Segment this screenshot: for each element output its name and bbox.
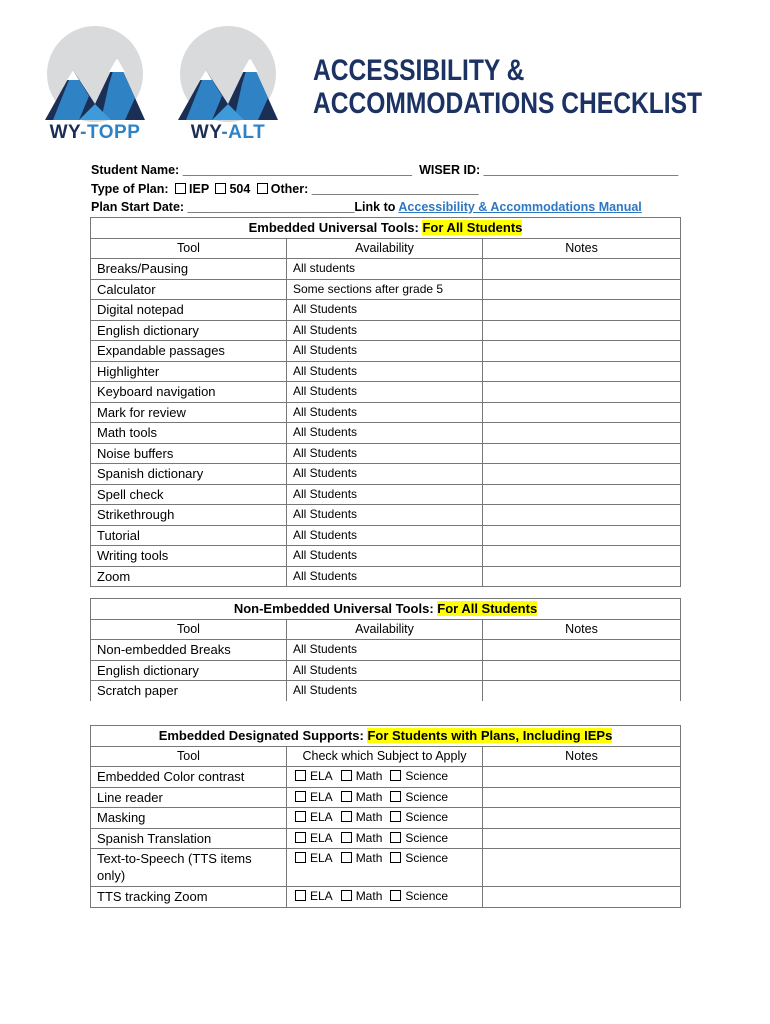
tool-cell: Noise buffers [91,443,287,464]
tool-cell: Scratch paper [91,681,287,701]
column-header-availability: Availability [287,238,483,259]
title-line-2: ACCOMMODATIONS CHECKLIST [313,87,703,120]
notes-cell[interactable] [483,382,681,403]
notes-cell[interactable] [483,443,681,464]
plan-start-label: Plan Start Date: [91,200,188,214]
subject-label: Science [405,830,449,845]
tool-cell: TTS tracking Zoom [91,887,287,908]
table-row [91,849,681,887]
science-checkbox[interactable] [390,852,401,863]
ela-checkbox[interactable] [295,852,306,863]
tool-cell: Math tools [91,423,287,444]
student-name-field[interactable]: _________________________________ [182,163,413,177]
tool-cell: Non-embedded Breaks [91,640,287,661]
subject-label: Science [405,851,449,865]
ela-checkbox[interactable] [295,770,306,781]
plan-start-line [91,200,642,214]
notes-cell[interactable] [483,828,681,849]
notes-cell[interactable] [483,505,681,526]
tool-cell: Line reader [91,787,287,808]
ela-checkbox[interactable] [295,890,306,901]
subject-checks-cell [287,828,483,849]
science-checkbox[interactable] [390,832,401,843]
wiser-id-label: WISER ID: [419,163,484,177]
embedded-designated-supports-table [90,725,681,908]
tool-cell: Embedded Color contrast [91,767,287,788]
subject-label: Science [405,789,449,804]
table-row [91,402,681,423]
column-header-notes: Notes [483,746,681,767]
column-header-tool: Tool [91,619,287,640]
math-checkbox[interactable] [341,770,352,781]
wy-alt-wordmark: WY-ALT [190,122,266,143]
table-row [91,767,681,788]
notes-cell[interactable] [483,361,681,382]
504-label: 504 [229,182,251,196]
availability-cell: Some sections after grade 5 [287,279,483,300]
tool-cell: Spell check [91,484,287,505]
table-row [91,484,681,505]
ela-checkbox[interactable] [295,811,306,822]
science-checkbox[interactable] [390,811,401,822]
column-header-tool: Tool [91,746,287,767]
link-prefix: Link to [354,200,399,214]
mountain-logo-icon [172,22,284,122]
availability-cell: All Students [287,423,483,444]
notes-cell[interactable] [483,849,681,887]
table-title: Embedded Universal Tools: For All Students [91,218,681,239]
notes-cell[interactable] [483,566,681,587]
notes-cell[interactable] [483,681,681,701]
availability-cell: All Students [287,525,483,546]
table-row [91,300,681,321]
504-checkbox[interactable] [215,183,226,194]
notes-cell[interactable] [483,300,681,321]
manual-link[interactable]: Accessibility & Accommodations Manual [398,200,642,214]
notes-cell[interactable] [483,887,681,908]
notes-cell[interactable] [483,484,681,505]
plan-start-field[interactable]: ________________________ [187,200,355,214]
title-line-1: ACCESSIBILITY & [313,54,525,87]
column-header-check-subject: Check which Subject to Apply [287,746,483,767]
iep-label: IEP [189,182,209,196]
tool-cell: Masking [91,808,287,829]
availability-cell: All Students [287,320,483,341]
mountain-logo-icon [39,22,151,122]
table-row [91,505,681,526]
tool-cell: Keyboard navigation [91,382,287,403]
availability-cell: All Students [287,402,483,423]
availability-cell: All Students [287,361,483,382]
notes-cell[interactable] [483,787,681,808]
availability-cell: All Students [287,640,483,661]
availability-cell: All Students [287,681,483,701]
column-header-notes: Notes [483,238,681,259]
availability-cell: All Students [287,382,483,403]
notes-cell[interactable] [483,259,681,280]
notes-cell[interactable] [483,279,681,300]
math-checkbox[interactable] [341,832,352,843]
subject-label: ELA [310,810,333,824]
notes-cell[interactable] [483,546,681,567]
subject-label: Science [405,810,449,824]
type-of-plan-label: Type of Plan: [91,182,173,196]
tool-cell: Spanish dictionary [91,464,287,485]
tool-cell: Strikethrough [91,505,287,526]
wy-topp-logo [39,22,151,150]
availability-cell: All Students [287,546,483,567]
availability-cell: All Students [287,300,483,321]
subject-checks-cell [287,887,483,908]
table-row [91,320,681,341]
tool-cell: Breaks/Pausing [91,259,287,280]
availability-cell: All Students [287,341,483,362]
subject-label: ELA [310,889,333,903]
notes-cell[interactable] [483,525,681,546]
availability-cell: All Students [287,660,483,681]
student-info-line [91,163,678,177]
availability-cell: All Students [287,443,483,464]
subject-label: Math [355,789,383,804]
notes-cell[interactable] [483,423,681,444]
tool-cell: Calculator [91,279,287,300]
tool-cell: Writing tools [91,546,287,567]
table-row [91,808,681,829]
tool-cell: Spanish Translation [91,828,287,849]
tool-cell: Tutorial [91,525,287,546]
table-row [91,566,681,587]
availability-cell: All Students [287,464,483,485]
table-row [91,423,681,444]
notes-cell[interactable] [483,320,681,341]
ela-checkbox[interactable] [295,832,306,843]
table-row [91,681,681,701]
table-row [91,525,681,546]
table-row [91,887,681,908]
other-label: Other: [270,182,312,196]
science-checkbox[interactable] [390,791,401,802]
tool-cell: Zoom [91,566,287,587]
non-embedded-universal-tools-table [90,598,681,701]
table-row [91,787,681,808]
wy-topp-wordmark: WY-TOPP [49,122,141,143]
column-header-notes: Notes [483,619,681,640]
wiser-id-field[interactable]: ____________________________ [483,163,679,177]
table-row [91,259,681,280]
table-title: Non-Embedded Universal Tools: For All Students [91,599,681,620]
table-row [91,361,681,382]
notes-cell[interactable] [483,341,681,362]
notes-cell[interactable] [483,767,681,788]
availability-cell: All Students [287,484,483,505]
table-row [91,660,681,681]
tool-cell: English dictionary [91,320,287,341]
math-checkbox[interactable] [341,852,352,863]
plan-type-line [91,182,479,196]
table-row [91,279,681,300]
wy-alt-logo [172,22,284,150]
notes-cell[interactable] [483,402,681,423]
other-checkbox[interactable] [257,183,268,194]
subject-label: ELA [310,851,333,865]
tool-cell: Highlighter [91,361,287,382]
science-checkbox[interactable] [390,770,401,781]
availability-cell: All Students [287,505,483,526]
table-row [91,464,681,485]
other-field[interactable]: ________________________ [311,182,479,196]
availability-cell: All Students [287,566,483,587]
table-row [91,341,681,362]
math-checkbox[interactable] [341,811,352,822]
subject-label: ELA [310,769,333,783]
table-row [91,828,681,849]
table-title: Embedded Designated Supports: For Students with Plans, Including IEPs [91,726,681,747]
math-checkbox[interactable] [341,791,352,802]
column-header-tool: Tool [91,238,287,259]
tool-cell: Expandable passages [91,341,287,362]
notes-cell[interactable] [483,640,681,661]
column-header-availability: Availability [287,619,483,640]
subject-checks-cell [287,849,483,887]
iep-checkbox[interactable] [175,183,186,194]
tool-cell: Mark for review [91,402,287,423]
tool-cell: Text-to-Speech (TTS items only) [91,849,287,887]
table-row [91,640,681,661]
subject-label: Math [355,851,383,865]
subject-label: Math [355,810,383,824]
table-row [91,382,681,403]
subject-label: Science [405,889,449,903]
table-row [91,546,681,567]
subject-checks-cell [287,787,483,808]
subject-label: Math [355,830,383,845]
notes-cell[interactable] [483,808,681,829]
document-title [313,54,702,120]
subject-checks-cell [287,808,483,829]
availability-cell: All students [287,259,483,280]
tool-cell: Digital notepad [91,300,287,321]
tool-cell: English dictionary [91,660,287,681]
science-checkbox[interactable] [390,890,401,901]
notes-cell[interactable] [483,660,681,681]
notes-cell[interactable] [483,464,681,485]
subject-label: Math [355,889,383,903]
subject-label: Math [355,769,383,783]
table-row [91,443,681,464]
subject-label: ELA [310,830,333,845]
embedded-universal-tools-table [90,217,681,587]
subject-label: Science [405,769,449,783]
subject-label: ELA [310,789,333,804]
subject-checks-cell [287,767,483,788]
ela-checkbox[interactable] [295,791,306,802]
math-checkbox[interactable] [341,890,352,901]
student-name-label: Student Name: [91,163,183,177]
